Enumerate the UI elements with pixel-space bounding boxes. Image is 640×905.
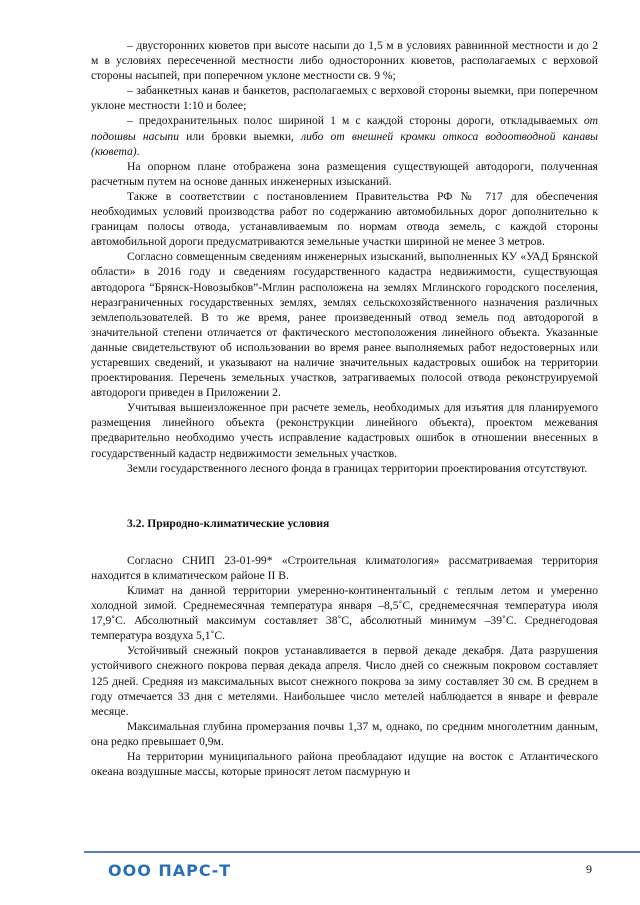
text-run: На опорном плане отображена зона размещения существующей автодороги, полученная расчетным путем на основе данных инженерных изысканий. [91, 159, 598, 188]
text-run: Согласно совмещенным сведениям инженерных изысканий, выполненных КУ «УАД Брянской области» в 2016 году и сведениям государственного кадастра недвижимости, существующая автодорога “Брянск-Новозыбков”-Мглин расположена на землях Мглинского городского поселения, неразграниченных государственных землях, землях сельскохозяйственного назначения различных землепользователей. В то же время, ранее произведенный отвод земель под автодорогой в значительной степени отличается от фактического местоположения линейного объекта. Указанные данные свидетельствуют об использовании во время ранее выполняемых работ недостоверных или устаревших сведений, и указывают на наличие значительных кадастровых ошибок на территории проектирования. Перечень земельных участков, затрагиваемых полосой отвода реконструируемой автодороги приведен в Приложении 2. [91, 250, 598, 400]
body-text-bottom [91, 553, 598, 779]
paragraph [91, 38, 598, 83]
text-run: Максимальная глубина промерзания почвы 1,37 м, однако, по средним многолетним данным, она редко превышает 0,9м. [91, 719, 598, 748]
text-run: Учитывая вышеизложенное при расчете земель, необходимых для изъятия для планируемого размещения линейного объекта (реконструкции линейного объекта), проектом межевания предварительно необходимо учесть исправление кадастровых ошибок в отношении внесенных в государственный кадастр недвижимости земельных участков. [91, 401, 598, 460]
paragraph [91, 719, 598, 749]
page-number: 9 [586, 862, 592, 876]
text-run: – забанкетных канав и банкетов, располагаемых с верховой стороны выемки, при поперечном уклоне местности 1:10 и более; [91, 84, 598, 113]
paragraph [91, 400, 598, 460]
page-body [91, 38, 598, 779]
paragraph [91, 113, 598, 158]
text-run: – двусторонних кюветов при высоте насыпи до 1,5 м в условиях равнинной местности и до 2 м в условиях пересеченной местности либо односторонних кюветов, располагаемых с верховой стороны насыпей, при поперечном уклоне местности св. 9 %; [91, 39, 598, 83]
italic-text: от подошвы насыпи [91, 114, 598, 143]
paragraph [91, 749, 598, 779]
italic-text: либо от внешней кромки откоса водоотводной канавы (кювета) [91, 129, 598, 158]
text-run: Климат на данной территории умеренно-континентальный с теплым летом и умеренно холодной зимой. Среднемесячная температура января –8,5˚С, среднемесячная температура июля 17,9˚С. Абсолютный максимум составляет 38˚С, абсолютный минимум –39˚С. Среднегодовая температура воздуха 5,1˚С. [91, 584, 598, 643]
footer-divider [84, 851, 640, 853]
body-text-top [91, 38, 598, 476]
text-run: – предохранительных полос шириной 1 м с каждой стороны дороги, откладываемых [127, 114, 584, 128]
paragraph [91, 83, 598, 113]
text-run: или бровки выемки, [179, 129, 302, 143]
paragraph [91, 643, 598, 718]
paragraph [91, 189, 598, 249]
paragraph [91, 553, 598, 583]
text-run: Согласно СНИП 23-01-99* «Строительная климатология» рассматриваемая территория находится в климатическом районе II В. [91, 553, 598, 582]
text-run: . [136, 144, 140, 158]
section-heading: 3.2. Природно-климатические условия [127, 516, 330, 530]
text-run: Земли государственного лесного фонда в границах территории проектирования отсутствуют. [127, 461, 588, 475]
paragraph [91, 159, 598, 189]
text-run: Устойчивый снежный покров устанавливается в первой декаде декабря. Дата разрушения устойчивого снежного покрова первая декада апреля. Число дней со снежным покровом составляет 125 дней. Средняя из максимальных высот снежного покрова за зиму составляет 30 см. В среднем в году отмечается 33 дня с метелями. Наибольшее число метелей наблюдается в январе и феврале месяце. [91, 644, 598, 718]
paragraph [91, 583, 598, 643]
paragraph [91, 249, 598, 400]
text-run: Также в соответствии с постановлением Правительства РФ № 717 для обеспечения необходимых условий производства работ по содержанию автомобильных дорог дополнительно к границам полосы отвода, устанавливаемым по нормам отвода земель, с каждой стороны автомобильной дороги предусматриваются земельные участки шириной не менее 3 метров. [91, 189, 598, 249]
paragraph [91, 461, 598, 476]
company-logo: ООО ПАРС-Т [108, 861, 232, 880]
text-run: На территории муниципального района преобладают идущие на восток с Атлантического океана воздушные массы, которые приносят летом пасмурную и [91, 750, 598, 779]
